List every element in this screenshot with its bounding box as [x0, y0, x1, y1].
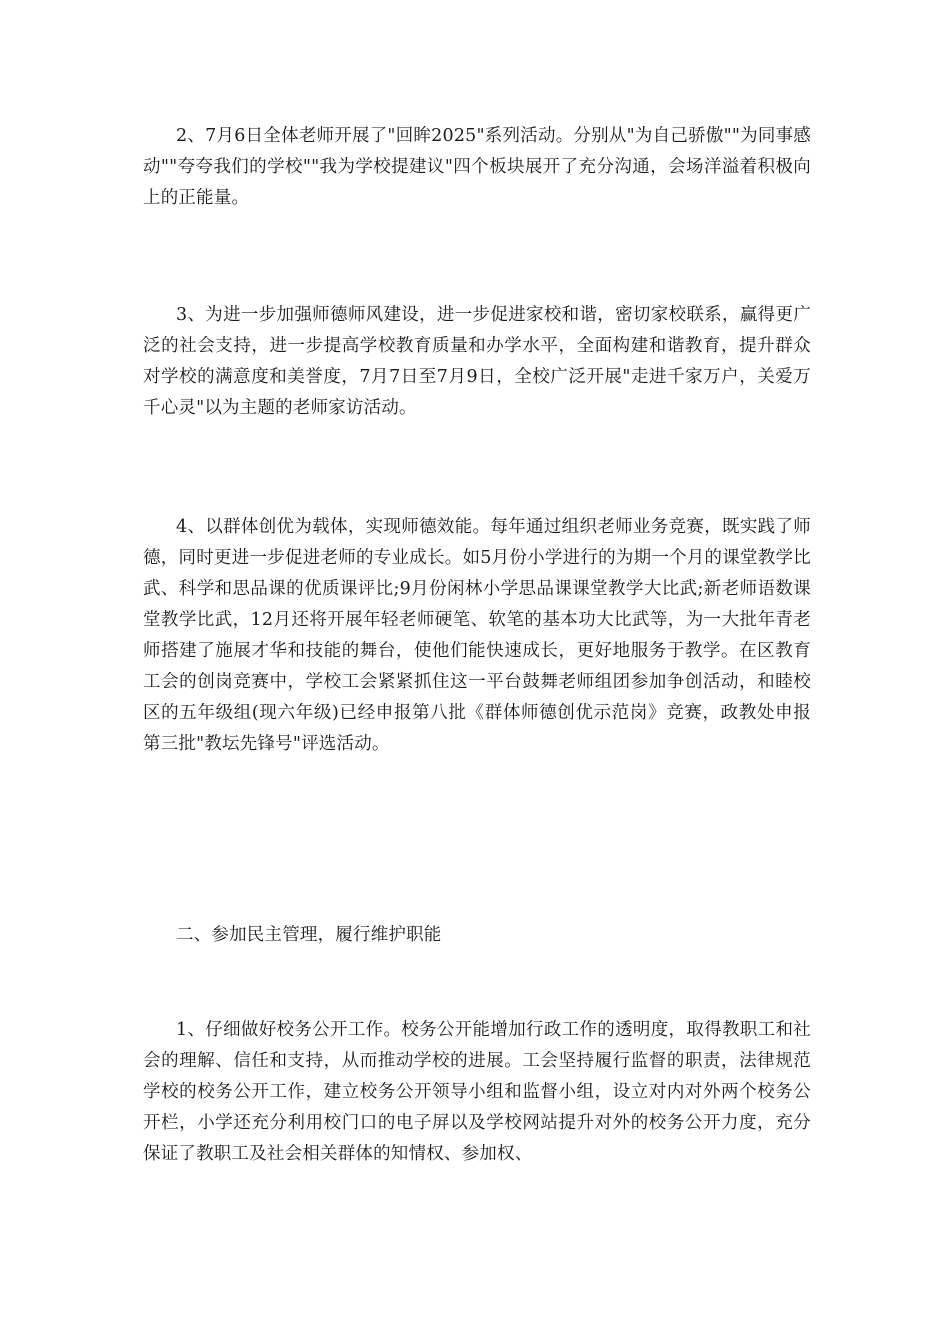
paragraph-group-excellence: 4、以群体创优为载体，实现师德效能。每年通过组织老师业务竞赛，既实践了师德，同时更进一步促进老师的专业成长。如5月份小学进行的为期一个月的课堂教学比武、科学和思品课的优质课评比;9月份闲林小学思品课课堂教学大比武;新老师语数课堂教学比武，12月还将开展年轻老师硬笔、软笔的基本功大比武等，为一大批年青老师搭建了施展才华和技能的舞台，使他们能快速成长，更好地服务于教学。在区教育工会的创岗竞赛中，学校工会紧紧抓住这一平台鼓舞老师组团参加争创活动，和睦校区的五年级组(现六年级)已经申报第八批《群体师德创优示范岗》竞赛，政教处申报第三批"教坛先锋号"评选活动。: [143, 517, 811, 754]
paragraph-activity-review: 2、7月6日全体老师开展了"回眸2025"系列活动。分别从"为自己骄傲""为同事感动""夸夸我们的学校""我为学校提建议"四个板块展开了充分沟通，会场洋溢着积极向上的正能量。: [143, 126, 811, 208]
paragraph-home-visit: 3、为进一步加强师德师风建设，进一步促进家校和谐，密切家校联系，赢得更广泛的社会支持，进一步提高学校教育质量和办学水平，全面构建和谐教育，提升群众对学校的满意度和美誉度，7月7日至7月9日，全校广泛开展"走进千家万户，关爱万千心灵"以为主题的老师家访活动。: [143, 305, 811, 418]
section-heading-democratic-management: 二、参加民主管理，履行维护职能: [176, 925, 442, 945]
paragraph-school-affairs-disclosure: 1、仔细做好校务公开工作。校务公开能增加行政工作的透明度，取得教职工和社会的理解、信任和支持，从而推动学校的进展。工会坚持履行监督的职责，法律规范学校的校务公开工作，建立校务公开领导小组和监督小组，设立对内对外两个校务公开栏，小学还充分利用校门口的电子屏以及学校网站提升对外的校务公开力度，充分保证了教职工及社会相关群体的知情权、参加权、: [143, 1020, 811, 1164]
